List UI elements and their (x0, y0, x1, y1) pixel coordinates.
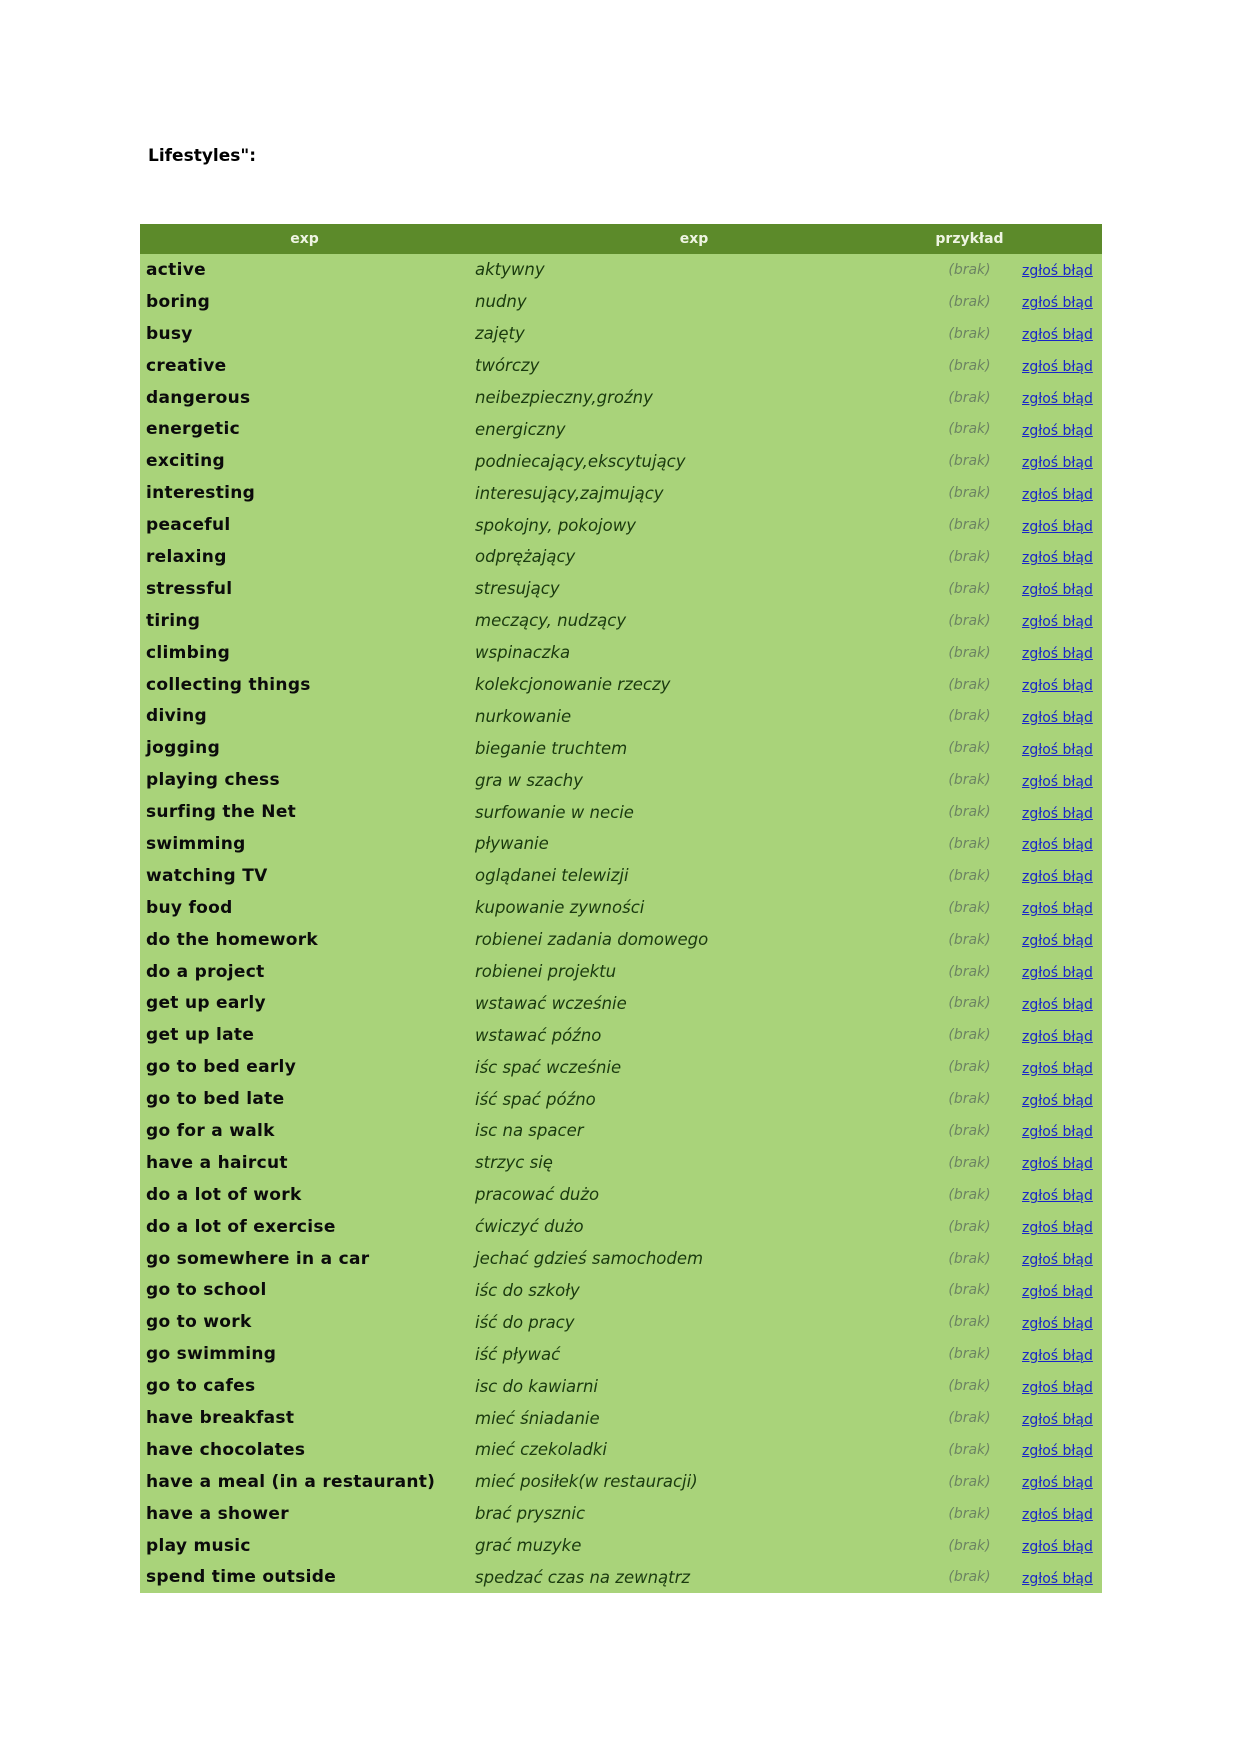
table-row (140, 1179, 1102, 1211)
polish-translation: neibezpieczny,groźny (469, 382, 919, 414)
table-row (140, 828, 1102, 860)
report-cell (1020, 413, 1102, 445)
english-term: playing chess (140, 764, 469, 796)
table-row (140, 1083, 1102, 1115)
report-error-link[interactable]: zgłoś błąd (1022, 869, 1093, 886)
table-row (140, 1498, 1102, 1530)
report-cell (1020, 669, 1102, 701)
table-row (140, 924, 1102, 956)
table-header-row (140, 224, 1102, 254)
report-cell (1020, 1083, 1102, 1115)
polish-translation: jechać gdzieś samochodem (469, 1243, 919, 1275)
report-cell (1020, 732, 1102, 764)
example-placeholder: (brak) (919, 637, 1020, 669)
report-cell (1020, 1562, 1102, 1594)
example-placeholder: (brak) (919, 1083, 1020, 1115)
example-placeholder: (brak) (919, 509, 1020, 541)
english-term: do a lot of exercise (140, 1211, 469, 1243)
report-cell (1020, 318, 1102, 350)
english-term: energetic (140, 413, 469, 445)
polish-translation: grać muzyke (469, 1530, 919, 1562)
report-error-link[interactable]: zgłoś błąd (1022, 1347, 1093, 1364)
english-term: go to bed late (140, 1083, 469, 1115)
example-placeholder: (brak) (919, 1562, 1020, 1594)
polish-translation: twórczy (469, 350, 919, 382)
english-term: diving (140, 700, 469, 732)
report-error-link[interactable]: zgłoś błąd (1022, 1188, 1093, 1205)
report-error-link[interactable]: zgłoś błąd (1022, 805, 1093, 822)
english-term: exciting (140, 445, 469, 477)
report-error-link[interactable]: zgłoś błąd (1022, 327, 1093, 344)
table-row (140, 477, 1102, 509)
polish-translation: aktywny (469, 254, 919, 286)
example-placeholder: (brak) (919, 1275, 1020, 1307)
polish-translation: mieć śniadanie (469, 1402, 919, 1434)
table-row (140, 1306, 1102, 1338)
report-error-link[interactable]: zgłoś błąd (1022, 1060, 1093, 1077)
table-row (140, 573, 1102, 605)
english-term: have a meal (in a restaurant) (140, 1466, 469, 1498)
table-row (140, 605, 1102, 637)
report-cell (1020, 1051, 1102, 1083)
example-placeholder: (brak) (919, 956, 1020, 988)
english-term: surfing the Net (140, 796, 469, 828)
english-term: have chocolates (140, 1434, 469, 1466)
table-row (140, 445, 1102, 477)
english-term: have a shower (140, 1498, 469, 1530)
example-placeholder: (brak) (919, 669, 1020, 701)
table-row (140, 1211, 1102, 1243)
example-placeholder: (brak) (919, 445, 1020, 477)
report-error-link[interactable]: zgłoś błąd (1022, 709, 1093, 726)
report-cell (1020, 382, 1102, 414)
table-row (140, 1370, 1102, 1402)
report-error-link[interactable]: zgłoś błąd (1022, 295, 1093, 312)
report-cell (1020, 1179, 1102, 1211)
report-cell (1020, 1434, 1102, 1466)
header-report (1020, 224, 1102, 254)
report-cell (1020, 764, 1102, 796)
table-row (140, 413, 1102, 445)
table-body (140, 254, 1102, 1593)
polish-translation: iść spać późno (469, 1083, 919, 1115)
table-row (140, 669, 1102, 701)
table-row (140, 509, 1102, 541)
example-placeholder: (brak) (919, 605, 1020, 637)
polish-translation: pracować dużo (469, 1179, 919, 1211)
report-error-link[interactable]: zgłoś błąd (1022, 1252, 1093, 1269)
report-cell (1020, 1466, 1102, 1498)
example-placeholder: (brak) (919, 1179, 1020, 1211)
report-error-link[interactable]: zgłoś błąd (1022, 1411, 1093, 1428)
example-placeholder: (brak) (919, 1466, 1020, 1498)
example-placeholder: (brak) (919, 413, 1020, 445)
report-cell (1020, 1275, 1102, 1307)
report-cell (1020, 1402, 1102, 1434)
english-term: do a lot of work (140, 1179, 469, 1211)
english-term: have breakfast (140, 1402, 469, 1434)
polish-translation: isc do kawiarni (469, 1370, 919, 1402)
report-error-link[interactable]: zgłoś błąd (1022, 422, 1093, 439)
table-row (140, 732, 1102, 764)
report-error-link[interactable]: zgłoś błąd (1022, 1092, 1093, 1109)
table-row (140, 637, 1102, 669)
polish-translation: meczący, nudzący (469, 605, 919, 637)
example-placeholder: (brak) (919, 318, 1020, 350)
report-cell (1020, 924, 1102, 956)
table-row (140, 1275, 1102, 1307)
polish-translation: iśc spać wcześnie (469, 1051, 919, 1083)
report-cell (1020, 286, 1102, 318)
document-title: Lifestyles": (148, 146, 257, 166)
polish-translation: kupowanie zywności (469, 892, 919, 924)
polish-translation: zajęty (469, 318, 919, 350)
polish-translation: wstawać późno (469, 1019, 919, 1051)
polish-translation: bieganie truchtem (469, 732, 919, 764)
example-placeholder: (brak) (919, 1530, 1020, 1562)
table-row (140, 1338, 1102, 1370)
report-error-link[interactable]: zgłoś błąd (1022, 1570, 1093, 1587)
english-term: do the homework (140, 924, 469, 956)
vocabulary-table (140, 224, 1102, 1593)
report-cell (1020, 1147, 1102, 1179)
example-placeholder: (brak) (919, 796, 1020, 828)
example-placeholder: (brak) (919, 764, 1020, 796)
polish-translation: brać prysznic (469, 1498, 919, 1530)
polish-translation: mieć posiłek(w restauracji) (469, 1466, 919, 1498)
report-error-link[interactable]: zgłoś błąd (1022, 773, 1093, 790)
english-term: get up early (140, 987, 469, 1019)
report-error-link[interactable]: zgłoś błąd (1022, 1124, 1093, 1141)
report-cell (1020, 541, 1102, 573)
polish-translation: oglądanei telewizji (469, 860, 919, 892)
table-row (140, 350, 1102, 382)
report-cell (1020, 445, 1102, 477)
table-row (140, 1019, 1102, 1051)
polish-translation: energiczny (469, 413, 919, 445)
polish-translation: iśc do szkoły (469, 1275, 919, 1307)
example-placeholder: (brak) (919, 254, 1020, 286)
report-error-link[interactable]: zgłoś błąd (1022, 965, 1093, 982)
polish-translation: isc na spacer (469, 1115, 919, 1147)
report-cell (1020, 1306, 1102, 1338)
english-term: tiring (140, 605, 469, 637)
report-cell (1020, 350, 1102, 382)
header-english: exp (140, 224, 469, 254)
english-term: go somewhere in a car (140, 1243, 469, 1275)
report-error-link[interactable]: zgłoś błąd (1022, 1475, 1093, 1492)
report-cell (1020, 254, 1102, 286)
english-term: play music (140, 1530, 469, 1562)
table-row (140, 1530, 1102, 1562)
table-row (140, 1562, 1102, 1594)
table-row (140, 700, 1102, 732)
polish-translation: interesujący,zajmujący (469, 477, 919, 509)
polish-translation: odprężający (469, 541, 919, 573)
example-placeholder: (brak) (919, 350, 1020, 382)
report-error-link[interactable]: zgłoś błąd (1022, 454, 1093, 471)
header-example: przykład (919, 224, 1020, 254)
example-placeholder: (brak) (919, 1434, 1020, 1466)
report-error-link[interactable]: zgłoś błąd (1022, 1315, 1093, 1332)
english-term: go for a walk (140, 1115, 469, 1147)
report-error-link[interactable]: zgłoś błąd (1022, 1283, 1093, 1300)
table-row (140, 1434, 1102, 1466)
polish-translation: robienei zadania domowego (469, 924, 919, 956)
polish-translation: wspinaczka (469, 637, 919, 669)
table-row (140, 987, 1102, 1019)
table-row (140, 1402, 1102, 1434)
polish-translation: iść do pracy (469, 1306, 919, 1338)
example-placeholder: (brak) (919, 286, 1020, 318)
polish-translation: nudny (469, 286, 919, 318)
report-error-link[interactable]: zgłoś błąd (1022, 263, 1093, 280)
english-term: stressful (140, 573, 469, 605)
table-row (140, 892, 1102, 924)
report-cell (1020, 1370, 1102, 1402)
example-placeholder: (brak) (919, 828, 1020, 860)
polish-translation: spokojny, pokojowy (469, 509, 919, 541)
english-term: go swimming (140, 1338, 469, 1370)
polish-translation: spedzać czas na zewnątrz (469, 1562, 919, 1594)
example-placeholder: (brak) (919, 541, 1020, 573)
table-row (140, 764, 1102, 796)
example-placeholder: (brak) (919, 1051, 1020, 1083)
report-error-link[interactable]: zgłoś błąd (1022, 1539, 1093, 1556)
english-term: swimming (140, 828, 469, 860)
english-term: get up late (140, 1019, 469, 1051)
table-row (140, 956, 1102, 988)
example-placeholder: (brak) (919, 1019, 1020, 1051)
english-term: go to work (140, 1306, 469, 1338)
polish-translation: nurkowanie (469, 700, 919, 732)
report-cell (1020, 477, 1102, 509)
example-placeholder: (brak) (919, 1370, 1020, 1402)
table-row (140, 1115, 1102, 1147)
example-placeholder: (brak) (919, 477, 1020, 509)
polish-translation: pływanie (469, 828, 919, 860)
table-row (140, 254, 1102, 286)
report-error-link[interactable]: zgłoś błąd (1022, 741, 1093, 758)
example-placeholder: (brak) (919, 987, 1020, 1019)
table-row (140, 382, 1102, 414)
polish-translation: surfowanie w necie (469, 796, 919, 828)
report-cell (1020, 796, 1102, 828)
english-term: watching TV (140, 860, 469, 892)
english-term: busy (140, 318, 469, 350)
report-cell (1020, 1498, 1102, 1530)
example-placeholder: (brak) (919, 382, 1020, 414)
english-term: boring (140, 286, 469, 318)
polish-translation: mieć czekoladki (469, 1434, 919, 1466)
report-cell (1020, 1243, 1102, 1275)
report-cell (1020, 987, 1102, 1019)
english-term: interesting (140, 477, 469, 509)
report-error-link[interactable]: zgłoś błąd (1022, 933, 1093, 950)
polish-translation: gra w szachy (469, 764, 919, 796)
report-cell (1020, 700, 1102, 732)
example-placeholder: (brak) (919, 1306, 1020, 1338)
table-row (140, 286, 1102, 318)
english-term: collecting things (140, 669, 469, 701)
report-error-link[interactable]: zgłoś błąd (1022, 550, 1093, 567)
report-error-link[interactable]: zgłoś błąd (1022, 582, 1093, 599)
report-cell (1020, 892, 1102, 924)
report-cell (1020, 1530, 1102, 1562)
english-term: go to cafes (140, 1370, 469, 1402)
report-cell (1020, 828, 1102, 860)
example-placeholder: (brak) (919, 573, 1020, 605)
example-placeholder: (brak) (919, 1211, 1020, 1243)
report-cell (1020, 1115, 1102, 1147)
report-error-link[interactable]: zgłoś błąd (1022, 678, 1093, 695)
table-row (140, 541, 1102, 573)
polish-translation: ćwiczyć dużo (469, 1211, 919, 1243)
report-cell (1020, 1338, 1102, 1370)
example-placeholder: (brak) (919, 1147, 1020, 1179)
example-placeholder: (brak) (919, 924, 1020, 956)
report-error-link[interactable]: zgłoś błąd (1022, 837, 1093, 854)
report-error-link[interactable]: zgłoś błąd (1022, 391, 1093, 407)
report-cell (1020, 956, 1102, 988)
english-term: buy food (140, 892, 469, 924)
example-placeholder: (brak) (919, 892, 1020, 924)
example-placeholder: (brak) (919, 732, 1020, 764)
english-term: go to bed early (140, 1051, 469, 1083)
example-placeholder: (brak) (919, 860, 1020, 892)
report-error-link[interactable]: zgłoś błąd (1022, 646, 1093, 663)
report-error-link[interactable]: zgłoś błąd (1022, 1443, 1093, 1460)
report-cell (1020, 860, 1102, 892)
english-term: do a project (140, 956, 469, 988)
report-cell (1020, 1211, 1102, 1243)
table-row (140, 1051, 1102, 1083)
example-placeholder: (brak) (919, 1338, 1020, 1370)
report-cell (1020, 605, 1102, 637)
english-term: relaxing (140, 541, 469, 573)
report-error-link[interactable]: zgłoś błąd (1022, 614, 1093, 631)
report-cell (1020, 509, 1102, 541)
header-polish: exp (469, 224, 919, 254)
table-row (140, 1466, 1102, 1498)
example-placeholder: (brak) (919, 700, 1020, 732)
english-term: have a haircut (140, 1147, 469, 1179)
report-error-link[interactable]: zgłoś błąd (1022, 359, 1093, 376)
polish-translation: strzyc się (469, 1147, 919, 1179)
report-error-link[interactable]: zgłoś błąd (1022, 901, 1093, 918)
polish-translation: stresujący (469, 573, 919, 605)
report-error-link[interactable]: zgłoś błąd (1022, 518, 1093, 535)
english-term: active (140, 254, 469, 286)
english-term: creative (140, 350, 469, 382)
report-error-link[interactable]: zgłoś błąd (1022, 996, 1093, 1013)
report-error-link[interactable]: zgłoś błąd (1022, 1156, 1093, 1173)
table-row (140, 860, 1102, 892)
report-error-link[interactable]: zgłoś błąd (1022, 1379, 1093, 1396)
table-row (140, 1147, 1102, 1179)
table-row (140, 1243, 1102, 1275)
english-term: climbing (140, 637, 469, 669)
polish-translation: kolekcjonowanie rzeczy (469, 669, 919, 701)
english-term: spend time outside (140, 1562, 469, 1594)
report-error-link[interactable]: zgłoś błąd (1022, 1507, 1093, 1524)
example-placeholder: (brak) (919, 1498, 1020, 1530)
report-error-link[interactable]: zgłoś błąd (1022, 1028, 1093, 1045)
example-placeholder: (brak) (919, 1243, 1020, 1275)
example-placeholder: (brak) (919, 1402, 1020, 1434)
report-error-link[interactable]: zgłoś błąd (1022, 1220, 1093, 1237)
table-row (140, 318, 1102, 350)
report-cell (1020, 573, 1102, 605)
english-term: dangerous (140, 382, 469, 414)
polish-translation: podniecający,ekscytujący (469, 445, 919, 477)
polish-translation: iść pływać (469, 1338, 919, 1370)
english-term: go to school (140, 1275, 469, 1307)
report-cell (1020, 637, 1102, 669)
polish-translation: robienei projektu (469, 956, 919, 988)
example-placeholder: (brak) (919, 1115, 1020, 1147)
english-term: jogging (140, 732, 469, 764)
report-error-link[interactable]: zgłoś błąd (1022, 486, 1093, 503)
report-cell (1020, 1019, 1102, 1051)
table-row (140, 796, 1102, 828)
english-term: peaceful (140, 509, 469, 541)
polish-translation: wstawać wcześnie (469, 987, 919, 1019)
